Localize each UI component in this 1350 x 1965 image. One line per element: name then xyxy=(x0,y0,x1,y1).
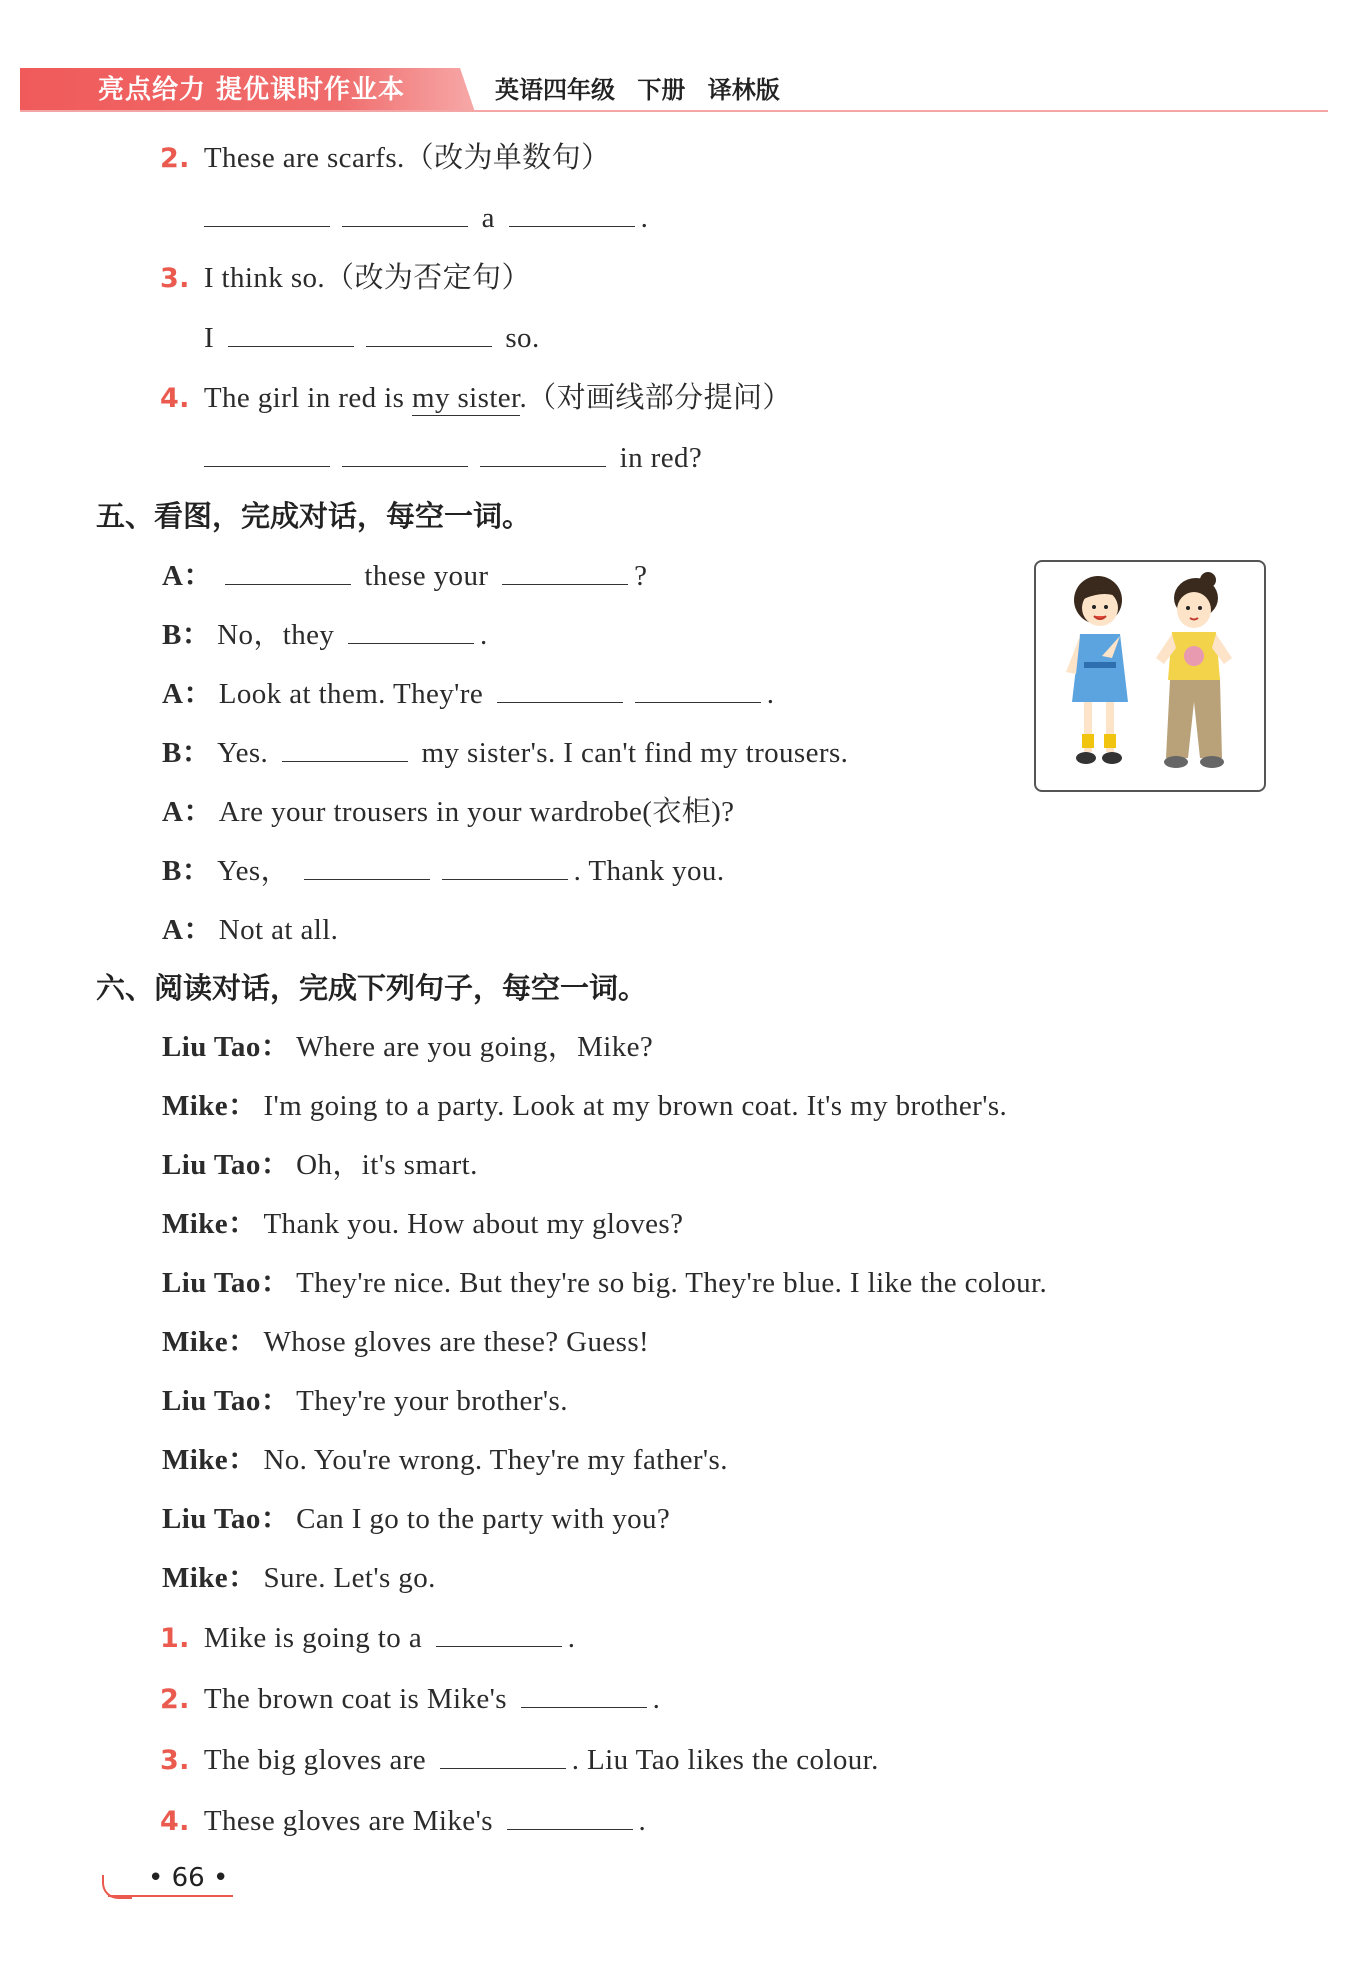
dialogue-line-10: Mike： Sure. Let's go. xyxy=(162,1562,436,1594)
p5-line-7: A： Not at all. xyxy=(162,914,339,946)
answer-blank[interactable] xyxy=(204,198,330,227)
q4-2-answer: a . xyxy=(198,198,648,238)
two-girls-picture xyxy=(1036,562,1264,790)
dialogue-line-4: Mike： Thank you. How about my gloves? xyxy=(162,1208,684,1240)
section-6-title: 六、阅读对话，完成下列句子，每空一词。 xyxy=(96,971,648,1005)
answer-blank[interactable] xyxy=(507,1801,633,1830)
q4-3: 3. I think so.（改为否定句） xyxy=(160,262,531,294)
page-number: • 66 • xyxy=(148,1863,229,1893)
dialogue-line-2: Mike： I'm going to a party. Look at my brown coat. It's my brother's. xyxy=(162,1090,1008,1122)
p5-line-4: B： Yes. my sister's. I can't find my trousers. xyxy=(162,733,848,773)
q4-4-answer: in red? xyxy=(198,438,702,478)
underlined-phrase: my sister xyxy=(411,382,520,414)
q4-4: 4. The girl in red is my sister.（对画线部分提问） xyxy=(160,382,792,414)
answer-blank[interactable] xyxy=(204,438,330,467)
q4-3-answer: I so. xyxy=(204,318,540,358)
dialogue-line-7: Liu Tao： They're your brother's. xyxy=(162,1385,568,1417)
p6-question-1: 1. Mike is going to a . xyxy=(160,1618,575,1658)
answer-blank[interactable] xyxy=(442,851,568,880)
answer-blank[interactable] xyxy=(282,733,408,762)
p5-line-5: A： Are your trousers in your wardrobe(衣柜)? xyxy=(162,796,735,828)
dialogue-line-3: Liu Tao： Oh，it's smart. xyxy=(162,1149,478,1181)
p6-question-2: 2. The brown coat is Mike's . xyxy=(160,1679,660,1719)
p6-question-4: 4. These gloves are Mike's . xyxy=(160,1801,646,1841)
answer-blank[interactable] xyxy=(342,438,468,467)
answer-blank[interactable] xyxy=(509,198,635,227)
dialogue-line-5: Liu Tao： They're nice. But they're so big. They're blue. I like the colour. xyxy=(162,1267,1048,1299)
p5-line-2: B： No，they . xyxy=(162,615,488,655)
answer-blank[interactable] xyxy=(521,1679,647,1708)
answer-blank[interactable] xyxy=(348,615,474,644)
answer-blank[interactable] xyxy=(440,1740,566,1769)
answer-blank[interactable] xyxy=(436,1618,562,1647)
p5-line-6: B： Yes， . Thank you. xyxy=(162,851,725,891)
section-5-title: 五、看图，完成对话，每空一词。 xyxy=(96,499,532,533)
answer-blank[interactable] xyxy=(502,556,628,585)
p5-line-1: A： these your ? xyxy=(162,556,647,596)
q4-2: 2. These are scarfs.（改为单数句） xyxy=(160,142,611,174)
dialogue-illustration xyxy=(1034,560,1266,792)
answer-blank[interactable] xyxy=(635,674,761,703)
answer-blank[interactable] xyxy=(480,438,606,467)
dialogue-line-1: Liu Tao： Where are you going，Mike? xyxy=(162,1031,654,1063)
series-title: 亮点给力 提优课时作业本 xyxy=(98,75,406,105)
answer-blank[interactable] xyxy=(342,198,468,227)
dialogue-line-9: Liu Tao： Can I go to the party with you? xyxy=(162,1503,671,1535)
answer-blank[interactable] xyxy=(225,556,351,585)
answer-blank[interactable] xyxy=(497,674,623,703)
p5-line-3: A： Look at them. They're . xyxy=(162,674,774,714)
book-title: 英语四年级 下册 译林版 xyxy=(495,76,780,104)
header-divider xyxy=(20,110,1328,112)
p6-question-3: 3. The big gloves are . Liu Tao likes the colour. xyxy=(160,1740,879,1780)
dialogue-line-6: Mike： Whose gloves are these? Guess! xyxy=(162,1326,650,1358)
answer-blank[interactable] xyxy=(304,851,430,880)
answer-blank[interactable] xyxy=(366,318,492,347)
dialogue-line-8: Mike： No. You're wrong. They're my father's. xyxy=(162,1444,728,1476)
answer-blank[interactable] xyxy=(228,318,354,347)
